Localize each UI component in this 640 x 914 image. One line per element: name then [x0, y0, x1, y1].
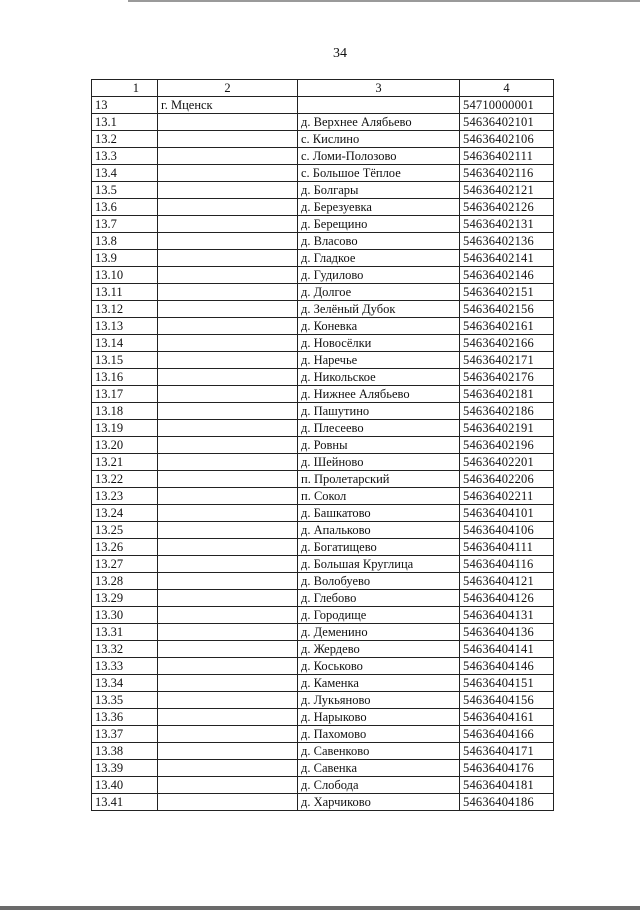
settlement-name-cell: д. Городище	[298, 607, 460, 624]
column-header-1: 1	[92, 80, 158, 97]
row-number-cell: 13.17	[92, 386, 158, 403]
municipality-cell	[158, 692, 298, 709]
table-row	[92, 692, 554, 709]
table-row	[92, 590, 554, 607]
settlement-name-cell: д. Савенково	[298, 743, 460, 760]
row-number-cell: 13.28	[92, 573, 158, 590]
settlement-name-cell: д. Новосёлки	[298, 335, 460, 352]
municipality-cell	[158, 352, 298, 369]
oktmo-code-cell: 54636402131	[460, 216, 554, 233]
table-row	[92, 114, 554, 131]
page-number: 34	[333, 46, 347, 61]
municipality-cell	[158, 420, 298, 437]
oktmo-code-cell: 54636402126	[460, 199, 554, 216]
settlement-name-cell: д. Савенка	[298, 760, 460, 777]
table-row	[92, 352, 554, 369]
table-row	[92, 250, 554, 267]
municipality-cell: г. Мценск	[158, 97, 298, 114]
settlement-name-cell: д. Долгое	[298, 284, 460, 301]
oktmo-code-cell: 54636402101	[460, 114, 554, 131]
settlement-name-cell: д. Берещино	[298, 216, 460, 233]
row-number-cell: 13.21	[92, 454, 158, 471]
settlement-name-cell: д. Нижнее Алябьево	[298, 386, 460, 403]
municipality-cell	[158, 488, 298, 505]
settlement-name-cell: д. Апальково	[298, 522, 460, 539]
settlement-name-cell: д. Лукьяново	[298, 692, 460, 709]
table-body	[92, 80, 554, 811]
table-row	[92, 437, 554, 454]
row-number-cell: 13.19	[92, 420, 158, 437]
municipality-cell	[158, 590, 298, 607]
settlement-name-cell: д. Нарыково	[298, 709, 460, 726]
municipality-cell	[158, 267, 298, 284]
row-number-cell: 13.38	[92, 743, 158, 760]
row-number-cell: 13.3	[92, 148, 158, 165]
table-row	[92, 403, 554, 420]
municipality-cell	[158, 471, 298, 488]
row-number-cell: 13.39	[92, 760, 158, 777]
oktmo-code-cell: 54636404181	[460, 777, 554, 794]
municipality-cell	[158, 318, 298, 335]
municipality-cell	[158, 658, 298, 675]
settlement-name-cell: д. Богатищево	[298, 539, 460, 556]
settlement-name-cell: д. Деменино	[298, 624, 460, 641]
oktmo-code-cell: 54636404171	[460, 743, 554, 760]
row-number-cell: 13.5	[92, 182, 158, 199]
oktmo-code-cell: 54636402181	[460, 386, 554, 403]
settlement-name-cell: с. Ломи-Полозово	[298, 148, 460, 165]
settlement-name-cell: д. Власово	[298, 233, 460, 250]
row-number-cell: 13.24	[92, 505, 158, 522]
table-row	[92, 471, 554, 488]
municipality-cell	[158, 284, 298, 301]
settlement-name-cell: д. Харчиково	[298, 794, 460, 811]
table-row	[92, 624, 554, 641]
settlement-name-cell: с. Кислино	[298, 131, 460, 148]
row-number-cell: 13.34	[92, 675, 158, 692]
scan-edge-top	[128, 0, 640, 2]
oktmo-code-cell: 54636404166	[460, 726, 554, 743]
row-number-cell: 13.14	[92, 335, 158, 352]
table-row	[92, 556, 554, 573]
row-number-cell: 13.41	[92, 794, 158, 811]
municipality-cell	[158, 199, 298, 216]
municipality-cell	[158, 301, 298, 318]
settlement-name-cell: д. Слобода	[298, 777, 460, 794]
oktmo-code-cell: 54636404131	[460, 607, 554, 624]
row-number-cell: 13.6	[92, 199, 158, 216]
oktmo-code-cell: 54636402196	[460, 437, 554, 454]
municipality-cell	[158, 522, 298, 539]
row-number-cell: 13.20	[92, 437, 158, 454]
oktmo-code-cell: 54636404116	[460, 556, 554, 573]
oktmo-code-cell: 54636402171	[460, 352, 554, 369]
row-number-cell: 13.29	[92, 590, 158, 607]
table-row	[92, 284, 554, 301]
table-row	[92, 760, 554, 777]
table-row	[92, 573, 554, 590]
scan-edge-bottom	[0, 906, 640, 910]
settlement-name-cell: д. Глебово	[298, 590, 460, 607]
row-number-cell: 13.4	[92, 165, 158, 182]
oktmo-code-cell: 54636404111	[460, 539, 554, 556]
municipality-cell	[158, 505, 298, 522]
table-row	[92, 182, 554, 199]
table-row	[92, 148, 554, 165]
settlement-name-cell: д. Пахомово	[298, 726, 460, 743]
row-number-cell: 13.27	[92, 556, 158, 573]
oktmo-code-cell: 54636402141	[460, 250, 554, 267]
settlement-name-cell: д. Никольское	[298, 369, 460, 386]
table-row	[92, 233, 554, 250]
municipality-cell	[158, 760, 298, 777]
oktmo-code-cell: 54636404141	[460, 641, 554, 658]
settlement-name-cell: д. Болгары	[298, 182, 460, 199]
oktmo-code-cell: 54636402106	[460, 131, 554, 148]
municipality-cell	[158, 114, 298, 131]
oktmo-code-cell: 54636404126	[460, 590, 554, 607]
table-row	[92, 641, 554, 658]
oktmo-code-cell: 54636404101	[460, 505, 554, 522]
oktmo-code-cell: 54636404176	[460, 760, 554, 777]
column-header-3: 3	[298, 80, 460, 97]
row-number-cell: 13	[92, 97, 158, 114]
oktmo-code-cell: 54636404151	[460, 675, 554, 692]
row-number-cell: 13.36	[92, 709, 158, 726]
row-number-cell: 13.8	[92, 233, 158, 250]
municipality-cell	[158, 233, 298, 250]
municipality-cell	[158, 454, 298, 471]
oktmo-code-cell: 54636402151	[460, 284, 554, 301]
municipality-cell	[158, 777, 298, 794]
table-row	[92, 199, 554, 216]
row-number-cell: 13.40	[92, 777, 158, 794]
municipality-cell	[158, 182, 298, 199]
table-row	[92, 301, 554, 318]
oktmo-code-cell: 54636402211	[460, 488, 554, 505]
row-number-cell: 13.23	[92, 488, 158, 505]
oktmo-code-cell: 54636402156	[460, 301, 554, 318]
oktmo-code-cell: 54636404106	[460, 522, 554, 539]
row-number-cell: 13.31	[92, 624, 158, 641]
table-row	[92, 658, 554, 675]
municipality-cell	[158, 794, 298, 811]
row-number-cell: 13.12	[92, 301, 158, 318]
settlement-name-cell: с. Большое Тёплое	[298, 165, 460, 182]
oktmo-code-cell: 54636402116	[460, 165, 554, 182]
municipality-cell	[158, 403, 298, 420]
row-number-cell: 13.33	[92, 658, 158, 675]
oktmo-code-cell: 54636404186	[460, 794, 554, 811]
table-row	[92, 420, 554, 437]
oktmo-code-cell: 54710000001	[460, 97, 554, 114]
table-row	[92, 216, 554, 233]
oktmo-code-cell: 54636404146	[460, 658, 554, 675]
table-row	[92, 522, 554, 539]
municipality-cell	[158, 743, 298, 760]
oktmo-code-cell: 54636402191	[460, 420, 554, 437]
municipality-cell	[158, 165, 298, 182]
row-number-cell: 13.25	[92, 522, 158, 539]
table-row	[92, 267, 554, 284]
municipality-cell	[158, 539, 298, 556]
settlement-name-cell: д. Верхнее Алябьево	[298, 114, 460, 131]
municipality-cell	[158, 675, 298, 692]
row-number-cell: 13.7	[92, 216, 158, 233]
table-header-row	[92, 80, 554, 97]
settlement-name-cell: д. Башкатово	[298, 505, 460, 522]
municipality-cell	[158, 250, 298, 267]
municipality-cell	[158, 216, 298, 233]
settlement-name-cell: д. Шейново	[298, 454, 460, 471]
row-number-cell: 13.10	[92, 267, 158, 284]
row-number-cell: 13.1	[92, 114, 158, 131]
table-row	[92, 539, 554, 556]
row-number-cell: 13.16	[92, 369, 158, 386]
oktmo-code-cell: 54636402161	[460, 318, 554, 335]
municipality-cell	[158, 624, 298, 641]
oktmo-code-cell: 54636402111	[460, 148, 554, 165]
settlement-name-cell: д. Пашутино	[298, 403, 460, 420]
table-row	[92, 369, 554, 386]
row-number-cell: 13.30	[92, 607, 158, 624]
oktmo-code-cell: 54636402176	[460, 369, 554, 386]
settlement-name-cell: п. Сокол	[298, 488, 460, 505]
row-number-cell: 13.22	[92, 471, 158, 488]
table-row	[92, 675, 554, 692]
row-number-cell: 13.26	[92, 539, 158, 556]
table-row	[92, 97, 554, 114]
table-row	[92, 165, 554, 182]
oktmo-code-cell: 54636404121	[460, 573, 554, 590]
settlement-name-cell: п. Пролетарский	[298, 471, 460, 488]
row-number-cell: 13.35	[92, 692, 158, 709]
table-row	[92, 777, 554, 794]
settlement-name-cell	[298, 97, 460, 114]
oktmo-code-cell: 54636402201	[460, 454, 554, 471]
municipality-cell	[158, 607, 298, 624]
settlement-name-cell: д. Березуевка	[298, 199, 460, 216]
oktmo-code-cell: 54636402186	[460, 403, 554, 420]
table-row	[92, 709, 554, 726]
municipality-cell	[158, 369, 298, 386]
municipality-cell	[158, 641, 298, 658]
row-number-cell: 13.18	[92, 403, 158, 420]
row-number-cell: 13.15	[92, 352, 158, 369]
table-row	[92, 607, 554, 624]
table-row	[92, 743, 554, 760]
oktmo-code-cell: 54636402166	[460, 335, 554, 352]
settlement-name-cell: д. Коськово	[298, 658, 460, 675]
table-row	[92, 335, 554, 352]
municipality-cell	[158, 726, 298, 743]
municipality-cell	[158, 709, 298, 726]
table-row	[92, 318, 554, 335]
municipality-cell	[158, 437, 298, 454]
table-row	[92, 794, 554, 811]
municipality-cell	[158, 386, 298, 403]
row-number-cell: 13.9	[92, 250, 158, 267]
settlements-table	[91, 79, 554, 811]
settlement-name-cell: д. Гудилово	[298, 267, 460, 284]
table-row	[92, 131, 554, 148]
table-row	[92, 386, 554, 403]
oktmo-code-cell: 54636404156	[460, 692, 554, 709]
settlement-name-cell: д. Наречье	[298, 352, 460, 369]
row-number-cell: 13.13	[92, 318, 158, 335]
table-row	[92, 454, 554, 471]
row-number-cell: 13.11	[92, 284, 158, 301]
settlement-name-cell: д. Коневка	[298, 318, 460, 335]
settlement-name-cell: д. Волобуево	[298, 573, 460, 590]
municipality-cell	[158, 131, 298, 148]
row-number-cell: 13.37	[92, 726, 158, 743]
oktmo-code-cell: 54636402146	[460, 267, 554, 284]
municipality-cell	[158, 556, 298, 573]
settlement-name-cell: д. Зелёный Дубок	[298, 301, 460, 318]
municipality-cell	[158, 335, 298, 352]
column-header-2: 2	[158, 80, 298, 97]
settlement-name-cell: д. Гладкое	[298, 250, 460, 267]
table-row	[92, 726, 554, 743]
settlement-name-cell: д. Жердево	[298, 641, 460, 658]
settlement-name-cell: д. Плесеево	[298, 420, 460, 437]
oktmo-code-cell: 54636402206	[460, 471, 554, 488]
settlement-name-cell: д. Большая Круглица	[298, 556, 460, 573]
oktmo-code-cell: 54636404136	[460, 624, 554, 641]
table-row	[92, 505, 554, 522]
oktmo-code-cell: 54636404161	[460, 709, 554, 726]
settlement-name-cell: д. Каменка	[298, 675, 460, 692]
table-row	[92, 488, 554, 505]
oktmo-code-cell: 54636402121	[460, 182, 554, 199]
oktmo-code-cell: 54636402136	[460, 233, 554, 250]
municipality-cell	[158, 573, 298, 590]
settlement-name-cell: д. Ровны	[298, 437, 460, 454]
municipality-cell	[158, 148, 298, 165]
row-number-cell: 13.2	[92, 131, 158, 148]
column-header-4: 4	[460, 80, 554, 97]
row-number-cell: 13.32	[92, 641, 158, 658]
